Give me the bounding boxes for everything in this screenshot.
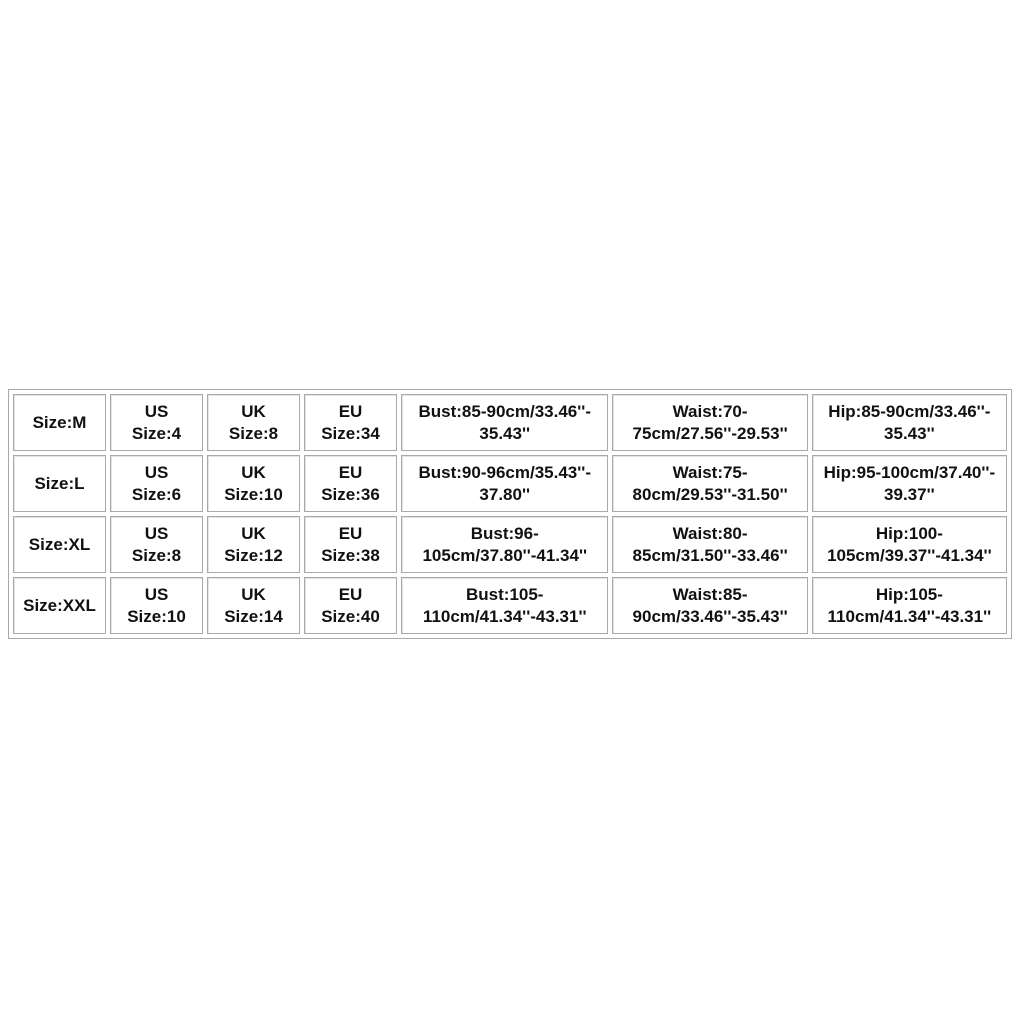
eu-size-cell — [304, 516, 397, 573]
us-size-value: Size:8 — [131, 545, 182, 565]
eu-label: EU — [338, 462, 363, 482]
us-label: US — [144, 523, 169, 543]
uk-size-cell — [207, 394, 300, 451]
eu-size-cell — [304, 577, 397, 634]
size-row-l — [13, 455, 1007, 512]
size-label: Size:M — [32, 412, 87, 432]
waist-line-1: Waist:75- — [672, 462, 748, 482]
bust-line-1: Bust:85-90cm/33.46''- — [418, 401, 591, 421]
hip-cell — [812, 394, 1007, 451]
hip-cell — [812, 577, 1007, 634]
bust-line-2: 37.80'' — [479, 484, 531, 504]
hip-line-2: 105cm/39.37''-41.34'' — [827, 545, 992, 565]
size-label-cell — [13, 394, 106, 451]
waist-cell — [612, 516, 807, 573]
size-label-cell — [13, 577, 106, 634]
waist-line-2: 90cm/33.46''-35.43'' — [632, 606, 788, 626]
uk-label: UK — [241, 523, 266, 543]
eu-size-value: Size:36 — [321, 484, 380, 504]
uk-size-value: Size:8 — [228, 423, 279, 443]
eu-label: EU — [338, 401, 363, 421]
waist-cell — [612, 577, 807, 634]
uk-size-value: Size:10 — [224, 484, 283, 504]
hip-cell — [812, 455, 1007, 512]
waist-line-2: 85cm/31.50''-33.46'' — [632, 545, 788, 565]
size-label-cell — [13, 516, 106, 573]
size-label: Size:L — [34, 473, 85, 493]
hip-line-2: 110cm/41.34''-43.31'' — [827, 606, 992, 626]
us-label: US — [144, 401, 169, 421]
waist-line-2: 75cm/27.56''-29.53'' — [632, 423, 788, 443]
bust-line-2: 105cm/37.80''-41.34'' — [422, 545, 588, 565]
size-label-cell — [13, 455, 106, 512]
us-size-cell — [110, 394, 203, 451]
bust-cell — [401, 394, 608, 451]
uk-label: UK — [241, 584, 266, 604]
hip-line-1: Hip:85-90cm/33.46''- — [828, 401, 991, 421]
hip-cell — [812, 516, 1007, 573]
size-row-xxl — [13, 577, 1007, 634]
eu-label: EU — [338, 584, 363, 604]
eu-label: EU — [338, 523, 363, 543]
uk-label: UK — [241, 462, 266, 482]
hip-line-2: 39.37'' — [884, 484, 935, 504]
waist-line-1: Waist:85- — [672, 584, 748, 604]
uk-label: UK — [241, 401, 266, 421]
hip-line-1: Hip:100- — [875, 523, 943, 543]
us-size-cell — [110, 577, 203, 634]
uk-size-cell — [207, 455, 300, 512]
waist-line-1: Waist:70- — [672, 401, 748, 421]
bust-line-1: Bust:105- — [466, 584, 544, 604]
bust-line-2: 35.43'' — [479, 423, 531, 443]
us-label: US — [144, 462, 169, 482]
waist-line-2: 80cm/29.53''-31.50'' — [632, 484, 788, 504]
uk-size-value: Size:14 — [224, 606, 283, 626]
hip-line-2: 35.43'' — [884, 423, 935, 443]
hip-line-1: Hip:105- — [875, 584, 943, 604]
uk-size-cell — [207, 577, 300, 634]
eu-size-value: Size:38 — [321, 545, 380, 565]
waist-cell — [612, 455, 807, 512]
bust-line-1: Bust:96- — [470, 523, 539, 543]
uk-size-cell — [207, 516, 300, 573]
us-size-cell — [110, 455, 203, 512]
us-size-value: Size:4 — [131, 423, 182, 443]
eu-size-value: Size:34 — [321, 423, 380, 443]
bust-cell — [401, 516, 608, 573]
eu-size-cell — [304, 394, 397, 451]
size-label: Size:XXL — [23, 595, 96, 615]
size-chart-table — [8, 389, 1012, 639]
us-size-value: Size:10 — [127, 606, 186, 626]
us-label: US — [144, 584, 169, 604]
bust-line-1: Bust:90-96cm/35.43''- — [418, 462, 591, 482]
size-row-xl — [13, 516, 1007, 573]
eu-size-value: Size:40 — [321, 606, 380, 626]
size-label: Size:XL — [28, 534, 91, 554]
uk-size-value: Size:12 — [224, 545, 283, 565]
bust-cell — [401, 455, 608, 512]
waist-cell — [612, 394, 807, 451]
waist-line-1: Waist:80- — [672, 523, 748, 543]
bust-cell — [401, 577, 608, 634]
us-size-cell — [110, 516, 203, 573]
bust-line-2: 110cm/41.34''-43.31'' — [422, 606, 587, 626]
hip-line-1: Hip:95-100cm/37.40''- — [823, 462, 996, 482]
eu-size-cell — [304, 455, 397, 512]
us-size-value: Size:6 — [131, 484, 182, 504]
size-row-m — [13, 394, 1007, 451]
